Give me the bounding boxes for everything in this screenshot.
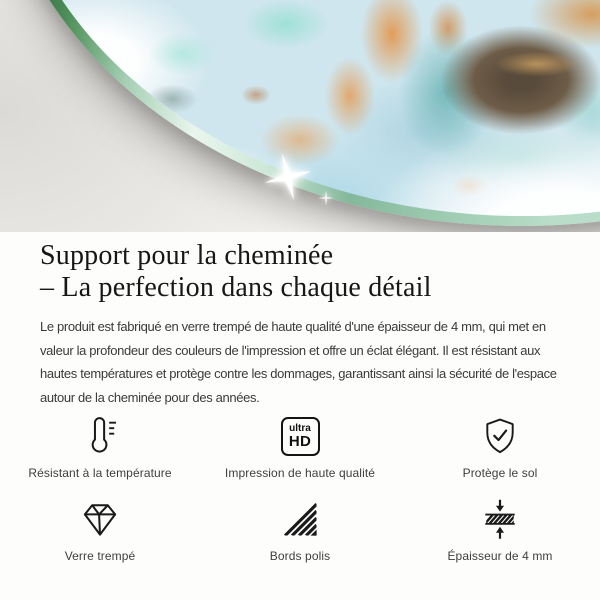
small-sparkle-icon <box>318 190 334 206</box>
description-line: Le produit est fabriqué en verre trempé de haute qualité d'une épaisseur de 4 mm, qui met en <box>40 319 546 334</box>
description-line: hautes températures et protège contre les dommages, garantissant ainsi la sécurité de l'espace <box>40 366 557 381</box>
feature-tempered-glass <box>0 498 200 563</box>
thermometer-icon <box>78 415 122 457</box>
thickness-icon <box>478 498 522 540</box>
feature-temperature <box>0 415 200 480</box>
page-title-line2: – La perfection dans chaque détail <box>40 272 432 303</box>
product-description <box>40 315 560 409</box>
description-line: valeur la profondeur des couleurs de l'impression et offre un éclat élégant. Il est résistant aux <box>40 342 541 358</box>
description-line: autour de la cheminée pour des années. <box>40 389 260 405</box>
feature-label: Verre trempé <box>64 549 136 563</box>
shield-check-icon <box>479 415 521 457</box>
page-title-line1: Support pour la cheminée <box>40 240 334 271</box>
feature-thickness <box>400 498 600 563</box>
feature-label: Épaisseur de 4 mm <box>447 549 553 563</box>
feature-polished-edges <box>200 498 400 563</box>
ultra-hd-text-bottom: HD <box>288 432 312 450</box>
page-title <box>40 240 560 304</box>
diamond-icon <box>78 498 122 540</box>
feature-label: Protège le sol <box>462 466 538 480</box>
product-photo <box>0 0 600 232</box>
feature-label: Impression de haute qualité <box>224 466 376 480</box>
feature-print-quality <box>200 415 400 480</box>
feature-label: Bords polis <box>269 549 331 563</box>
ultra-hd-text-top: ultra <box>289 422 311 434</box>
ultra-hd-icon <box>281 415 320 457</box>
feature-floor-protection <box>400 415 600 480</box>
feature-label: Résistant à la température <box>28 466 172 480</box>
polished-edges-icon <box>279 498 321 540</box>
feature-grid <box>0 415 600 563</box>
